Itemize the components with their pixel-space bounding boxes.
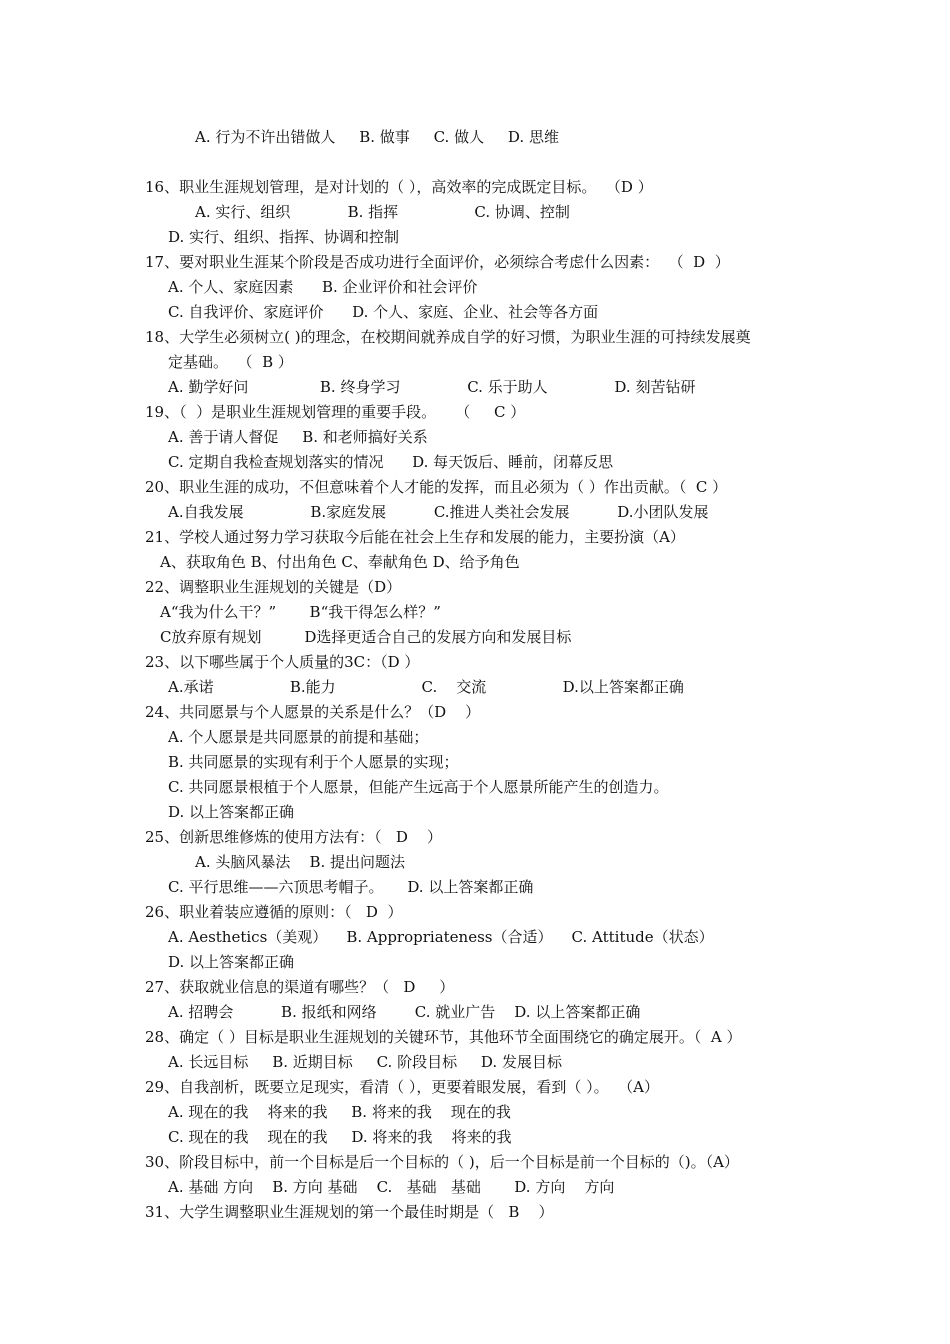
question-25: 25、创新思维修炼的使用方法有：（ D ） — [145, 828, 442, 846]
option-line: A、获取角色 B、付出角色 C、奉献角色 D、给予角色 — [160, 553, 520, 571]
option-line: A. 善于请人督促 B. 和老师搞好关系 — [168, 428, 428, 446]
question-16: 16、职业生涯规划管理，是对计划的（ ），高效率的完成既定目标。 （D ） — [145, 178, 653, 196]
question-29: 29、自我剖析，既要立足现实，看清（ ），更要着眼发展，看到（ ）。 （A） — [145, 1078, 659, 1096]
option-line: A. 个人愿景是共同愿景的前提和基础； — [168, 728, 429, 746]
option-line: B. 共同愿景的实现有利于个人愿景的实现； — [168, 753, 459, 771]
question-17: 17、要对职业生涯某个阶段是否成功进行全面评价，必须综合考虑什么因素： （ D ） — [145, 253, 730, 271]
option-line: A. 长远目标 B. 近期目标 C. 阶段目标 D. 发展目标 — [168, 1053, 562, 1071]
option-line: C. 平行思维——六顶思考帽子。 D. 以上答案都正确 — [168, 878, 534, 896]
question-18: 18、大学生必须树立( )的理念，在校期间就养成自学的好习惯，为职业生涯的可持续发展奠 — [145, 328, 751, 346]
option-line: D. 以上答案都正确 — [168, 803, 295, 821]
question-27: 27、获取就业信息的渠道有哪些？（ D ） — [145, 978, 455, 996]
option-line: D. 以上答案都正确 — [168, 953, 295, 971]
option-line: A. 行为不许出错做人 B. 做事 C. 做人 D. 思维 — [195, 128, 559, 146]
option-line: D. 实行、组织、指挥、协调和控制 — [168, 228, 400, 246]
question-19: 19、（ ）是职业生涯规划管理的重要手段。 （ C ） — [145, 403, 526, 421]
option-line: A. 勤学好问 B. 终身学习 C. 乐于助人 D. 刻苦钻研 — [168, 378, 696, 396]
option-line: A.自我发展 B.家庭发展 C.推进人类社会发展 D.小团队发展 — [168, 503, 709, 521]
option-line: A. 实行、组织 B. 指挥 C. 协调、控制 — [195, 203, 570, 221]
option-line: C. 定期自我检查规划落实的情况 D. 每天饭后、睡前，闭幕反思 — [168, 453, 614, 471]
option-line: A.承诺 B.能力 C. 交流 D.以上答案都正确 — [168, 678, 684, 696]
option-line: A. Aesthetics（美观） B. Appropriateness（合适） C. Attitude（状态） — [168, 928, 714, 946]
option-line: A“我为什么干？” B“我干得怎么样？” — [160, 603, 441, 621]
option-line: C. 现在的我 现在的我 D. 将来的我 将来的我 — [168, 1128, 512, 1146]
option-line: A. 基础 方向 B. 方向 基础 C. 基础 基础 D. 方向 方向 — [168, 1178, 615, 1196]
option-line: C放弃原有规划 D选择更适合自己的发展方向和发展目标 — [160, 628, 572, 646]
option-line: C. 自我评价、家庭评价 D. 个人、家庭、企业、社会等各方面 — [168, 303, 599, 321]
question-26: 26、职业着装应遵循的原则：（ D ） — [145, 903, 403, 921]
question-22: 22、调整职业生涯规划的关键是（D） — [145, 578, 402, 596]
question-30: 30、阶段目标中，前一个目标是后一个目标的（ )，后一个目标是前一个目标的（)。（A） — [145, 1153, 739, 1171]
question-31: 31、大学生调整职业生涯规划的第一个最佳时期是（ B ） — [145, 1203, 554, 1221]
question-20: 20、职业生涯的成功，不但意味着个人才能的发挥，而且必须为（ ）作出贡献。（ C ） — [145, 478, 728, 496]
option-line: A. 头脑风暴法 B. 提出问题法 — [195, 853, 406, 871]
option-line: A. 现在的我 将来的我 B. 将来的我 现在的我 — [168, 1103, 511, 1121]
option-line: C. 共同愿景根植于个人愿景，但能产生远高于个人愿景所能产生的创造力。 — [168, 778, 669, 796]
option-line: A. 个人、家庭因素 B. 企业评价和社会评价 — [168, 278, 478, 296]
question-21: 21、学校人通过努力学习获取今后能在社会上生存和发展的能力，主要扮演（A） — [145, 528, 685, 546]
question-23: 23、以下哪些属于个人质量的3C：（D ） — [145, 653, 420, 671]
question-24: 24、共同愿景与个人愿景的关系是什么？（D ） — [145, 703, 481, 721]
question-18-continued: 定基础。 （ B ） — [168, 353, 293, 371]
option-line: A. 招聘会 B. 报纸和网络 C. 就业广告 D. 以上答案都正确 — [168, 1003, 641, 1021]
question-28: 28、确定（ ）目标是职业生涯规划的关键环节，其他环节全面围绕它的确定展开。（ A ） — [145, 1028, 742, 1046]
